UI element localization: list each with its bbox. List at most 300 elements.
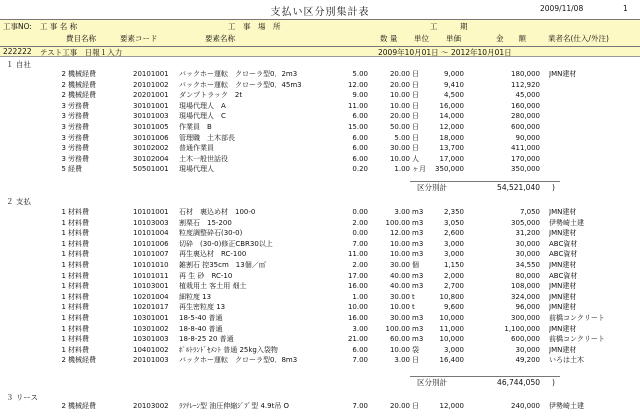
row-vendor: JMN建材	[549, 324, 577, 333]
row-unit-price: 2,000	[443, 271, 464, 280]
cost-item-name: 材料費	[68, 324, 89, 333]
row-no: 1	[61, 250, 66, 259]
project-name: テスト工事 日報１入力	[40, 48, 123, 57]
row-no: 3	[61, 101, 66, 110]
header-project-no: 工事NO:	[3, 22, 32, 31]
element-code: 30102002	[133, 144, 169, 153]
table-row	[0, 111, 640, 121]
element-code: 20103002	[133, 402, 169, 410]
row-quantity: 16.00	[347, 314, 368, 322]
row-unit: m3	[412, 324, 424, 333]
row-amount: 280,000	[511, 112, 540, 121]
row-no: 2	[61, 356, 66, 365]
row-no: 2	[61, 80, 66, 89]
row-quantity-2: 10.00	[389, 154, 410, 163]
row-vendor: JMN建材	[549, 70, 577, 78]
row-quantity-2: 20.00	[389, 80, 410, 89]
row-no: 2	[61, 70, 66, 78]
row-quantity: 11.00	[347, 250, 368, 259]
element-name: 切砕 (30-0)修正CBR30以上	[179, 239, 273, 248]
row-no: 3	[61, 154, 66, 163]
table-row	[0, 164, 640, 174]
row-vendor: 前橋コンクリート	[549, 314, 605, 322]
element-code: 10301001	[133, 314, 169, 322]
cost-item-name: 材料費	[68, 208, 89, 216]
table-row	[0, 355, 640, 365]
row-quantity: 6.00	[352, 345, 368, 354]
row-quantity-2: 10.00	[389, 250, 410, 259]
row-no: 3	[61, 133, 66, 142]
row-quantity: 0.00	[352, 208, 368, 216]
row-unit-price: 11,000	[439, 324, 464, 333]
row-amount: 305,000	[511, 218, 540, 227]
element-code: 10101001	[133, 208, 169, 216]
cost-item-name: 労務費	[68, 101, 89, 110]
element-code: 10301002	[133, 324, 169, 333]
element-name: 現場代理人 C	[179, 112, 226, 121]
element-name: 現場代理人	[179, 165, 214, 174]
row-amount: 45,000	[515, 91, 540, 100]
row-unit: ヶ月	[412, 165, 426, 174]
row-quantity-2: 60.00	[389, 335, 410, 344]
element-code: 10101007	[133, 250, 169, 259]
table-row	[0, 313, 640, 323]
cost-item-name: 材料費	[68, 271, 89, 280]
row-quantity: 15.00	[347, 123, 368, 131]
cost-item-name: 材料費	[68, 335, 89, 344]
section-label: ３ リース	[6, 393, 39, 402]
element-name: 作業員 B	[179, 123, 212, 131]
table-row	[0, 122, 640, 132]
row-unit: m3	[412, 218, 424, 227]
row-quantity-2: 40.00	[389, 271, 410, 280]
element-code: 30101006	[133, 133, 169, 142]
element-name: 雑割石 控35cm 13個／㎡	[179, 261, 266, 269]
report-date: 2009/11/08	[540, 4, 584, 13]
row-amount: 30,000	[515, 250, 540, 259]
row-quantity-2: 20.00	[389, 70, 410, 78]
row-amount: 411,000	[511, 144, 540, 153]
row-unit-price: 1,150	[443, 261, 464, 269]
row-quantity-2: 10.00	[389, 303, 410, 312]
cost-item-name: 材料費	[68, 282, 89, 291]
row-quantity-2: 10.00	[389, 101, 410, 110]
cost-item-name: 材料費	[68, 345, 89, 354]
row-unit-price: 9,000	[443, 70, 464, 78]
element-code: 50501001	[133, 165, 169, 174]
table-row	[0, 281, 640, 291]
element-code: 10101006	[133, 239, 169, 248]
element-name: ダンプトラック 2t	[179, 91, 243, 100]
element-code: 20201001	[133, 91, 169, 100]
cost-item-name: 機械経費	[68, 356, 96, 365]
element-name: 細粒度 13	[179, 292, 212, 301]
subtotal-label: 区分別計	[417, 378, 447, 387]
row-quantity-2: 1.00	[394, 165, 410, 174]
element-name: 割栗石 15-200	[179, 218, 232, 227]
cost-item-name: 材料費	[68, 292, 89, 301]
row-vendor: ABC資材	[549, 271, 578, 280]
row-unit-price: 10,000	[439, 314, 464, 322]
row-vendor: JMN建材	[549, 303, 577, 312]
section-label: ２ 支払	[6, 197, 31, 206]
row-quantity: 21.00	[347, 335, 368, 344]
table-row	[0, 334, 640, 344]
row-quantity: 0.20	[352, 165, 368, 174]
element-name: 再 生 砂 RC-10	[179, 271, 233, 280]
table-row	[0, 90, 640, 100]
row-unit: 日	[412, 112, 419, 121]
header-period: 工 期	[430, 22, 468, 31]
cost-item-name: 材料費	[68, 314, 89, 322]
element-name: バックホー運転 クローラ型0．2m3	[179, 70, 298, 78]
row-amount: 112,920	[511, 80, 540, 89]
row-amount: 324,000	[511, 292, 540, 301]
row-amount: 108,000	[511, 282, 540, 291]
row-quantity: 6.00	[352, 154, 368, 163]
element-code: 10301003	[133, 335, 169, 344]
element-code: 20101001	[133, 70, 169, 78]
element-name: 粒度調整砕石(30-0)	[179, 229, 243, 238]
row-unit-price: 3,050	[443, 218, 464, 227]
element-code: 10101011	[133, 271, 169, 280]
section-label: １ 自社	[6, 60, 31, 69]
row-unit: 日	[412, 123, 419, 131]
row-no: 5	[61, 165, 66, 174]
header-qty: 数 量	[380, 34, 398, 43]
row-unit: m3	[412, 208, 424, 216]
cost-item-name: 労務費	[68, 112, 89, 121]
row-vendor: ABC資材	[549, 250, 578, 259]
row-unit-price: 3,000	[443, 345, 464, 354]
row-quantity-2: 100.00	[385, 218, 410, 227]
row-quantity: 6.00	[352, 133, 368, 142]
row-unit-price: 16,000	[439, 101, 464, 110]
row-unit-price: 9,410	[443, 80, 464, 89]
element-code: 30101001	[133, 101, 169, 110]
row-quantity-2: 30.00	[389, 314, 410, 322]
row-quantity: 12.00	[347, 80, 368, 89]
row-quantity-2: 40.00	[389, 282, 410, 291]
element-code: 10101004	[133, 229, 169, 238]
element-code: 20101002	[133, 80, 169, 89]
row-unit: 日	[412, 101, 419, 110]
row-amount: 170,000	[511, 154, 540, 163]
element-name: 現場代理人 A	[179, 101, 226, 110]
row-vendor: JMN建材	[549, 229, 577, 238]
table-row	[0, 302, 640, 312]
row-vendor: JMN建材	[549, 292, 577, 301]
row-no: 1	[61, 324, 66, 333]
row-unit: m3	[412, 250, 424, 259]
subtotal-divider	[410, 376, 560, 377]
row-quantity-2: 20.00	[389, 402, 410, 410]
row-unit-price: 16,400	[439, 356, 464, 365]
section-subtotal	[0, 182, 640, 193]
element-code: 20101003	[133, 356, 169, 365]
row-vendor: 前橋コンクリート	[549, 335, 605, 344]
row-unit: t	[412, 303, 415, 312]
row-quantity: 2.00	[352, 218, 368, 227]
cost-item-name: 労務費	[68, 154, 89, 163]
row-unit: 日	[412, 133, 419, 142]
header-vendor: 業者名(仕入/外注)	[548, 34, 609, 43]
row-unit-price: 12,000	[439, 402, 464, 410]
cost-item-name: 労務費	[68, 144, 89, 153]
header-unit-price: 単価	[446, 34, 461, 43]
row-unit-price: 14,000	[439, 112, 464, 121]
row-no: 1	[61, 239, 66, 248]
subtotal-amount: 46,744,050	[497, 378, 540, 387]
element-code: 10103003	[133, 218, 169, 227]
row-vendor: いろは土木	[549, 356, 584, 365]
subtotal-divider	[410, 181, 560, 182]
subtotal-paren: )	[552, 378, 555, 387]
row-quantity: 9.00	[352, 91, 368, 100]
row-no: 1	[61, 292, 66, 301]
cost-item-name: 材料費	[68, 261, 89, 269]
row-quantity-2: 100.00	[385, 324, 410, 333]
table-row	[0, 324, 640, 334]
cost-item-name: 機械経費	[68, 80, 96, 89]
element-code: 10401002	[133, 345, 169, 354]
row-unit-price: 10,000	[439, 335, 464, 344]
row-amount: 30,000	[515, 345, 540, 354]
row-no: 1	[61, 218, 66, 227]
row-unit-price: 3,000	[443, 250, 464, 259]
row-unit-price: 9,600	[443, 303, 464, 312]
table-row	[0, 69, 640, 79]
cost-item-name: 材料費	[68, 250, 89, 259]
element-code: 30102004	[133, 154, 169, 163]
table-row	[0, 154, 640, 164]
row-amount: 350,000	[511, 165, 540, 174]
cost-item-name: 材料費	[68, 229, 89, 238]
row-unit: t	[412, 292, 415, 301]
header-cost-item: 費目名称	[66, 34, 96, 43]
row-no: 3	[61, 123, 66, 131]
subtotal-paren: )	[552, 183, 555, 192]
row-no: 1	[61, 345, 66, 354]
row-amount: 30,000	[515, 239, 540, 248]
element-code: 10103001	[133, 282, 169, 291]
row-vendor: 伊勢崎土建	[549, 402, 584, 410]
row-quantity: 6.00	[352, 144, 368, 153]
row-unit: 日	[412, 80, 419, 89]
row-unit-price: 18,000	[439, 133, 464, 142]
row-quantity-2: 10.00	[389, 91, 410, 100]
row-no: 1	[61, 261, 66, 269]
element-name: 管理職 土木部長	[179, 133, 235, 142]
subtotal-label: 区分別計	[417, 183, 447, 192]
element-name: ﾗﾌﾃﾚｰﾝ型 油圧伸縮ｼﾞﾌﾞ型 4.9t吊 O	[179, 402, 290, 410]
row-amount: 1,100,000	[504, 324, 540, 333]
cost-item-name: 材料費	[68, 303, 89, 312]
row-quantity-2: 10.00	[389, 239, 410, 248]
row-vendor: JMN建材	[549, 261, 577, 269]
table-row	[0, 228, 640, 238]
row-unit-price: 13,700	[439, 144, 464, 153]
row-vendor: JMN建材	[549, 208, 577, 216]
row-amount: 600,000	[511, 335, 540, 344]
element-name: 普通作業員	[179, 144, 214, 153]
row-quantity: 5.00	[352, 70, 368, 78]
row-quantity-2: 12.00	[389, 229, 410, 238]
row-unit-price: 3,000	[443, 239, 464, 248]
row-no: 1	[61, 335, 66, 344]
table-row	[0, 143, 640, 153]
table-row	[0, 292, 640, 302]
row-unit: m3	[412, 335, 424, 344]
row-amount: 31,200	[515, 229, 540, 238]
row-unit-price: 2,600	[443, 229, 464, 238]
row-vendor: 伊勢崎土建	[549, 218, 584, 227]
cost-item-name: 労務費	[68, 123, 89, 131]
row-quantity: 7.00	[352, 356, 368, 365]
row-unit-price: 10,800	[439, 292, 464, 301]
row-quantity-2: 30.00	[389, 261, 410, 269]
column-header	[0, 19, 640, 47]
row-no: 1	[61, 271, 66, 280]
row-quantity: 6.00	[352, 112, 368, 121]
row-quantity: 3.00	[352, 324, 368, 333]
row-quantity-2: 3.00	[394, 208, 410, 216]
row-unit-price: 17,000	[439, 154, 464, 163]
table-row	[0, 207, 640, 217]
row-unit-price: 2,700	[443, 282, 464, 291]
row-quantity-2: 30.00	[389, 144, 410, 153]
row-unit: m3	[412, 282, 424, 291]
table-row	[0, 101, 640, 111]
row-unit: m3	[412, 314, 424, 322]
row-amount: 90,000	[515, 133, 540, 142]
element-name: 再生裏込材 RC-100	[179, 250, 247, 259]
project-no: 222222	[3, 47, 32, 56]
cost-item-name: 経費	[68, 165, 82, 174]
row-unit: 日	[412, 402, 419, 410]
row-quantity: 7.00	[352, 402, 368, 410]
cost-item-name: 材料費	[68, 239, 89, 248]
element-code: 10201017	[133, 303, 169, 312]
report-title: 支払い区分別集計表	[270, 7, 370, 18]
row-quantity-2: 30.00	[389, 292, 410, 301]
row-amount: 240,000	[511, 402, 540, 410]
row-unit-price: 12,000	[439, 123, 464, 131]
header-element-code: 要素コード	[120, 34, 158, 43]
row-no: 1	[61, 314, 66, 322]
table-row	[0, 239, 640, 249]
row-quantity-2: 5.00	[394, 133, 410, 142]
element-name: 再生密粒度 13	[179, 303, 226, 312]
table-row	[0, 260, 640, 270]
element-name: ﾎﾟﾙﾄﾗﾝﾄﾞｾﾒﾝﾄ 普通 25kg入袋物	[179, 345, 278, 354]
element-name: 18-8-40 普通	[179, 324, 223, 333]
header-element-name: 要素名称	[205, 34, 235, 43]
row-no: 1	[61, 303, 66, 312]
row-amount: 600,000	[511, 123, 540, 131]
row-amount: 49,200	[515, 356, 540, 365]
row-unit: 日	[412, 144, 419, 153]
row-no: 2	[61, 91, 66, 100]
header-site: 工 事 場 所	[228, 22, 281, 31]
element-code: 10101010	[133, 261, 169, 269]
table-row	[0, 133, 640, 143]
row-vendor: ABC資材	[549, 239, 578, 248]
row-quantity: 7.00	[352, 239, 368, 248]
cost-item-name: 機械経費	[68, 402, 96, 410]
cost-item-name: 機械経費	[68, 91, 96, 100]
row-unit-price: 2,350	[443, 208, 464, 216]
row-unit: m3	[412, 229, 424, 238]
table-row	[0, 249, 640, 259]
row-unit: m3	[412, 271, 424, 280]
row-quantity-2: 10.00	[389, 345, 410, 354]
project-row	[0, 47, 640, 57]
element-code: 30101005	[133, 123, 169, 131]
element-name: バックホー運転 クローラ型0．8m3	[179, 356, 298, 365]
table-row	[0, 271, 640, 281]
row-quantity-2: 20.00	[389, 112, 410, 121]
row-unit-price: 350,000	[435, 165, 464, 174]
row-unit: 日	[412, 91, 419, 100]
row-amount: 300,000	[511, 314, 540, 322]
row-amount: 34,550	[515, 261, 540, 269]
row-unit-price: 4,500	[443, 91, 464, 100]
row-unit: 人	[412, 154, 419, 163]
element-code: 30101003	[133, 112, 169, 121]
row-amount: 180,000	[511, 70, 540, 78]
table-row	[0, 345, 640, 355]
element-name: 18-8-25 20 普通	[179, 335, 234, 344]
row-unit: 個	[412, 261, 419, 269]
row-no: 2	[61, 402, 66, 410]
row-unit: 日	[412, 70, 419, 78]
row-quantity: 1.00	[352, 292, 368, 301]
row-no: 1	[61, 208, 66, 216]
table-row	[0, 218, 640, 228]
row-quantity: 2.00	[352, 261, 368, 269]
row-quantity: 16.00	[347, 282, 368, 291]
row-amount: 80,000	[515, 271, 540, 280]
row-amount: 7,050	[519, 208, 540, 216]
row-amount: 160,000	[511, 101, 540, 110]
row-quantity-2: 50.00	[389, 123, 410, 131]
row-vendor: JMN建材	[549, 282, 577, 291]
table-row	[0, 80, 640, 90]
row-quantity-2: 3.00	[394, 356, 410, 365]
row-quantity: 11.00	[347, 101, 368, 110]
row-quantity: 0.00	[352, 229, 368, 238]
row-no: 3	[61, 112, 66, 121]
row-no: 1	[61, 229, 66, 238]
cost-item-name: 労務費	[68, 133, 89, 142]
row-no: 1	[61, 282, 66, 291]
element-name: 18-5-40 普通	[179, 314, 223, 322]
row-amount: 96,000	[515, 303, 540, 312]
table-row	[0, 401, 640, 411]
row-quantity: 17.00	[347, 271, 368, 280]
project-period: 2009年10月01日 ～ 2012年10月01日	[378, 48, 512, 57]
row-no: 3	[61, 144, 66, 153]
header-amount: 金 額	[496, 34, 526, 43]
element-name: 土木一般世話役	[179, 154, 228, 163]
cost-item-name: 材料費	[68, 218, 89, 227]
cost-item-name: 機械経費	[68, 70, 96, 78]
row-unit: 袋	[412, 345, 419, 354]
section-subtotal	[0, 377, 640, 388]
element-name: 植栽用土 客土用 畑土	[179, 282, 247, 291]
row-vendor: JMN建材	[549, 345, 577, 354]
